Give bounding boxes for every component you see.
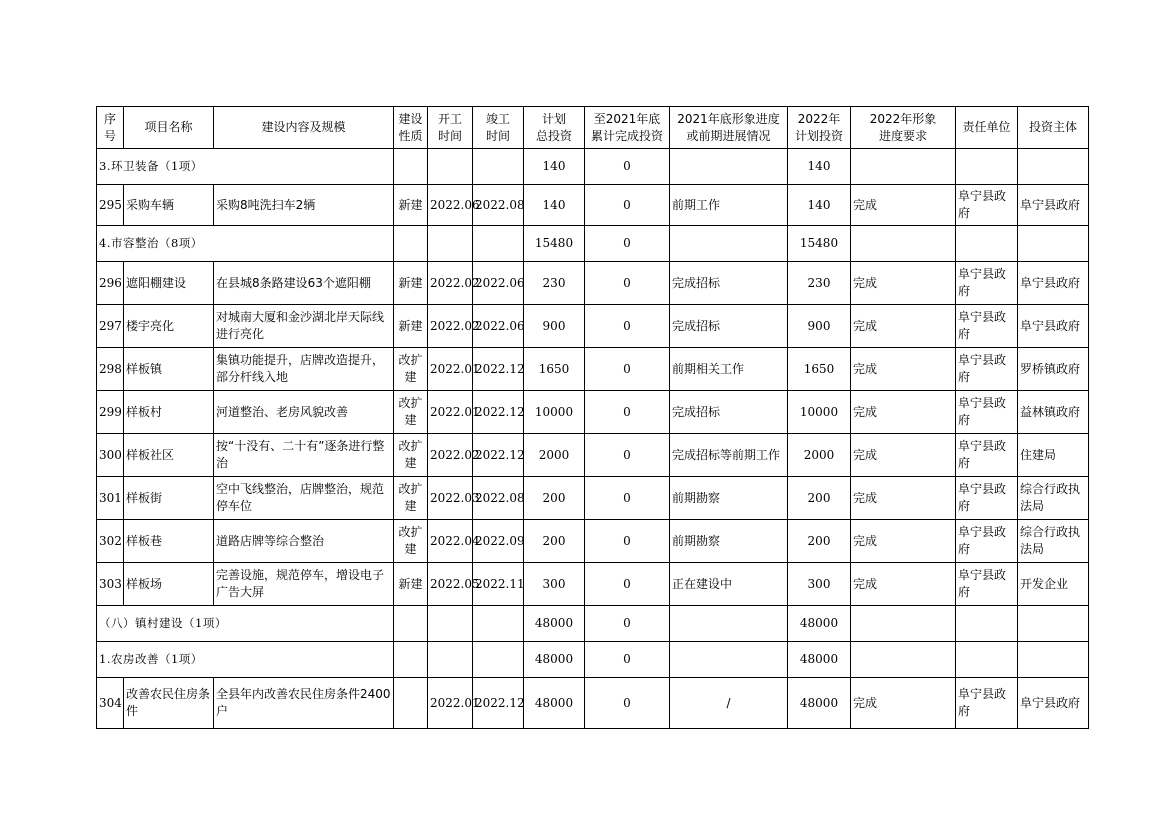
column-header — [97, 107, 124, 149]
start-date-cell: 2022.01 — [428, 348, 473, 391]
column-header-line: 计划 — [541, 111, 566, 126]
responsible-unit-cell: 阜宁县政府 — [956, 477, 1018, 520]
empty-cell — [851, 226, 956, 262]
column-header-line: 序 — [103, 111, 116, 126]
completed-investment-cell: 0 — [585, 305, 670, 348]
row-number-cell: 299 — [97, 391, 124, 434]
column-header-line: 项目名称 — [144, 120, 193, 134]
section-row — [97, 149, 1089, 185]
plan-investment-cell: 1650 — [788, 348, 851, 391]
table-header-row — [97, 107, 1089, 149]
project-name-cell: 样板巷 — [124, 520, 214, 563]
nature-cell: 改扩建 — [394, 434, 428, 477]
plan-investment-cell: 300 — [788, 563, 851, 606]
completed-investment-cell: 0 — [585, 149, 670, 185]
row-number-cell: 301 — [97, 477, 124, 520]
empty-cell — [851, 606, 956, 642]
content-cell: 空中飞线整治，店牌整治，规范停车位 — [214, 477, 394, 520]
plan-investment-cell: 200 — [788, 477, 851, 520]
progress-cell: 前期勘察 — [670, 477, 788, 520]
table-row — [97, 262, 1089, 305]
investor-cell: 综合行政执法局 — [1018, 520, 1089, 563]
start-date-cell: 2022.04 — [428, 520, 473, 563]
nature-cell: 改扩建 — [394, 348, 428, 391]
completed-investment-cell: 0 — [585, 226, 670, 262]
investor-cell: 综合行政执法局 — [1018, 477, 1089, 520]
nature-cell: 改扩建 — [394, 477, 428, 520]
column-header-line: 性质 — [398, 128, 423, 143]
responsible-unit-cell: 阜宁县政府 — [956, 434, 1018, 477]
investor-cell: 罗桥镇政府 — [1018, 348, 1089, 391]
nature-cell: 改扩建 — [394, 391, 428, 434]
table-row — [97, 391, 1089, 434]
content-cell: 集镇功能提升，店牌改造提升，部分杆线入地 — [214, 348, 394, 391]
section-label: 3.环卫装备（1项） — [97, 149, 394, 185]
total-investment-cell: 10000 — [524, 391, 585, 434]
empty-cell — [473, 149, 524, 185]
empty-cell — [428, 642, 473, 678]
content-cell: 按“十没有、二十有”逐条进行整治 — [214, 434, 394, 477]
section-label: 1.农房改善（1项） — [97, 642, 394, 678]
empty-cell — [428, 606, 473, 642]
column-header — [670, 107, 788, 149]
content-cell: 在县城8条路建设63个遮阳棚 — [214, 262, 394, 305]
column-header-line: 或前期进展情况 — [686, 128, 771, 143]
progress-cell: 完成招标等前期工作 — [670, 434, 788, 477]
table-row — [97, 477, 1089, 520]
total-investment-cell: 48000 — [524, 678, 585, 729]
completed-investment-cell: 0 — [585, 434, 670, 477]
plan-investment-cell: 48000 — [788, 678, 851, 729]
row-number-cell: 296 — [97, 262, 124, 305]
start-date-cell: 2022.01 — [428, 391, 473, 434]
table-row — [97, 563, 1089, 606]
end-date-cell: 2022.08 — [473, 185, 524, 226]
empty-cell — [473, 226, 524, 262]
end-date-cell: 2022.12 — [473, 434, 524, 477]
project-name-cell: 遮阳棚建设 — [124, 262, 214, 305]
progress-cell: 完成招标 — [670, 391, 788, 434]
end-date-cell: 2022.12 — [473, 348, 524, 391]
column-header — [788, 107, 851, 149]
empty-cell — [670, 606, 788, 642]
column-header-line: 时间 — [485, 128, 510, 143]
completed-investment-cell: 0 — [585, 185, 670, 226]
empty-cell — [851, 642, 956, 678]
nature-cell: 改扩建 — [394, 520, 428, 563]
column-header-line: 累计完成投资 — [590, 128, 663, 143]
empty-cell — [428, 149, 473, 185]
project-name-cell: 样板场 — [124, 563, 214, 606]
completed-investment-cell: 0 — [585, 262, 670, 305]
project-name-cell: 样板社区 — [124, 434, 214, 477]
table-row — [97, 305, 1089, 348]
column-header-line: 建设内容及规模 — [261, 120, 346, 134]
empty-cell — [394, 642, 428, 678]
project-name-cell: 样板街 — [124, 477, 214, 520]
empty-cell — [670, 149, 788, 185]
end-date-cell: 2022.06 — [473, 305, 524, 348]
requirement-cell: 完成 — [851, 391, 956, 434]
start-date-cell: 2022.06 — [428, 185, 473, 226]
column-header-line: 总投资 — [535, 128, 572, 143]
table-row — [97, 678, 1089, 729]
requirement-cell: 完成 — [851, 348, 956, 391]
empty-cell — [670, 642, 788, 678]
investor-cell: 阜宁县政府 — [1018, 262, 1089, 305]
column-header-line: 2022年 — [797, 111, 841, 126]
requirement-cell: 完成 — [851, 477, 956, 520]
column-header-line: 计划投资 — [794, 128, 843, 143]
column-header-line: 时间 — [437, 128, 462, 143]
plan-investment-cell: 200 — [788, 520, 851, 563]
plan-investment-cell: 48000 — [788, 606, 851, 642]
empty-cell — [956, 149, 1018, 185]
column-header — [214, 107, 394, 149]
table-row — [97, 348, 1089, 391]
empty-cell — [1018, 149, 1089, 185]
row-number-cell: 297 — [97, 305, 124, 348]
investor-cell: 阜宁县政府 — [1018, 305, 1089, 348]
end-date-cell: 2022.08 — [473, 477, 524, 520]
content-cell: 全县年内改善农民住房条件2400户 — [214, 678, 394, 729]
total-investment-cell: 140 — [524, 185, 585, 226]
table-row — [97, 185, 1089, 226]
progress-cell: / — [670, 678, 788, 729]
plan-investment-cell: 900 — [788, 305, 851, 348]
column-header — [524, 107, 585, 149]
completed-investment-cell: 0 — [585, 477, 670, 520]
project-table — [96, 106, 1089, 729]
plan-investment-cell: 140 — [788, 149, 851, 185]
investor-cell: 阜宁县政府 — [1018, 185, 1089, 226]
total-investment-cell: 900 — [524, 305, 585, 348]
responsible-unit-cell: 阜宁县政府 — [956, 348, 1018, 391]
plan-investment-cell: 140 — [788, 185, 851, 226]
progress-cell: 前期相关工作 — [670, 348, 788, 391]
progress-cell: 前期勘察 — [670, 520, 788, 563]
start-date-cell: 2022.05 — [428, 563, 473, 606]
column-header — [428, 107, 473, 149]
total-investment-cell: 200 — [524, 520, 585, 563]
column-header-line: 竣工 — [485, 111, 510, 126]
column-header-line: 至2021年底 — [593, 111, 661, 126]
completed-investment-cell: 0 — [585, 678, 670, 729]
start-date-cell: 2022.02 — [428, 434, 473, 477]
section-row — [97, 606, 1089, 642]
table-row — [97, 434, 1089, 477]
nature-cell: 新建 — [394, 563, 428, 606]
section-label: （八）镇村建设（1项） — [97, 606, 394, 642]
project-name-cell: 楼宇亮化 — [124, 305, 214, 348]
responsible-unit-cell: 阜宁县政府 — [956, 520, 1018, 563]
total-investment-cell: 2000 — [524, 434, 585, 477]
project-name-cell: 改善农民住房条件 — [124, 678, 214, 729]
column-header — [585, 107, 670, 149]
empty-cell — [956, 642, 1018, 678]
total-investment-cell: 15480 — [524, 226, 585, 262]
total-investment-cell: 140 — [524, 149, 585, 185]
row-number-cell: 300 — [97, 434, 124, 477]
responsible-unit-cell: 阜宁县政府 — [956, 563, 1018, 606]
investor-cell: 阜宁县政府 — [1018, 678, 1089, 729]
completed-investment-cell: 0 — [585, 520, 670, 563]
responsible-unit-cell: 阜宁县政府 — [956, 678, 1018, 729]
start-date-cell: 2022.01 — [428, 678, 473, 729]
nature-cell: 新建 — [394, 185, 428, 226]
start-date-cell: 2022.02 — [428, 262, 473, 305]
project-name-cell: 样板村 — [124, 391, 214, 434]
column-header — [473, 107, 524, 149]
plan-investment-cell: 230 — [788, 262, 851, 305]
content-cell: 对城南大厦和金沙湖北岸天际线进行亮化 — [214, 305, 394, 348]
empty-cell — [1018, 226, 1089, 262]
column-header-line: 2021年底形象进度 — [677, 111, 780, 126]
row-number-cell: 303 — [97, 563, 124, 606]
requirement-cell: 完成 — [851, 520, 956, 563]
project-name-cell: 样板镇 — [124, 348, 214, 391]
column-header — [956, 107, 1018, 149]
column-header — [851, 107, 956, 149]
progress-cell: 完成招标 — [670, 262, 788, 305]
plan-investment-cell: 10000 — [788, 391, 851, 434]
empty-cell — [394, 226, 428, 262]
empty-cell — [473, 606, 524, 642]
plan-investment-cell: 2000 — [788, 434, 851, 477]
section-row — [97, 226, 1089, 262]
section-row — [97, 642, 1089, 678]
row-number-cell: 298 — [97, 348, 124, 391]
completed-investment-cell: 0 — [585, 563, 670, 606]
end-date-cell: 2022.12 — [473, 391, 524, 434]
responsible-unit-cell: 阜宁县政府 — [956, 391, 1018, 434]
responsible-unit-cell: 阜宁县政府 — [956, 185, 1018, 226]
requirement-cell: 完成 — [851, 305, 956, 348]
column-header-line: 号 — [103, 128, 116, 143]
row-number-cell: 295 — [97, 185, 124, 226]
empty-cell — [851, 149, 956, 185]
column-header-line: 进度要求 — [878, 128, 927, 143]
row-number-cell: 304 — [97, 678, 124, 729]
completed-investment-cell: 0 — [585, 606, 670, 642]
total-investment-cell: 230 — [524, 262, 585, 305]
end-date-cell: 2022.06 — [473, 262, 524, 305]
plan-investment-cell: 48000 — [788, 642, 851, 678]
content-cell: 完善设施，规范停车，增设电子广告大屏 — [214, 563, 394, 606]
start-date-cell: 2022.03 — [428, 477, 473, 520]
nature-cell: 新建 — [394, 262, 428, 305]
empty-cell — [1018, 642, 1089, 678]
column-header — [124, 107, 214, 149]
completed-investment-cell: 0 — [585, 391, 670, 434]
total-investment-cell: 200 — [524, 477, 585, 520]
start-date-cell: 2022.02 — [428, 305, 473, 348]
nature-cell: 新建 — [394, 305, 428, 348]
total-investment-cell: 48000 — [524, 606, 585, 642]
column-header-line: 开工 — [437, 111, 462, 126]
total-investment-cell: 48000 — [524, 642, 585, 678]
requirement-cell: 完成 — [851, 678, 956, 729]
row-number-cell: 302 — [97, 520, 124, 563]
section-label: 4.市容整治（8项） — [97, 226, 394, 262]
content-cell: 采购8吨洗扫车2辆 — [214, 185, 394, 226]
empty-cell — [670, 226, 788, 262]
completed-investment-cell: 0 — [585, 348, 670, 391]
total-investment-cell: 300 — [524, 563, 585, 606]
empty-cell — [394, 149, 428, 185]
column-header-line: 责任单位 — [962, 120, 1011, 134]
requirement-cell: 完成 — [851, 434, 956, 477]
empty-cell — [956, 606, 1018, 642]
end-date-cell: 2022.09 — [473, 520, 524, 563]
empty-cell — [956, 226, 1018, 262]
investor-cell: 开发企业 — [1018, 563, 1089, 606]
column-header-line: 2022年形象 — [869, 111, 937, 126]
end-date-cell: 2022.11 — [473, 563, 524, 606]
content-cell: 河道整治、老房风貌改善 — [214, 391, 394, 434]
column-header — [1018, 107, 1089, 149]
empty-cell — [428, 226, 473, 262]
total-investment-cell: 1650 — [524, 348, 585, 391]
responsible-unit-cell: 阜宁县政府 — [956, 262, 1018, 305]
column-header — [394, 107, 428, 149]
empty-cell — [1018, 606, 1089, 642]
progress-cell: 前期工作 — [670, 185, 788, 226]
requirement-cell: 完成 — [851, 563, 956, 606]
progress-cell: 完成招标 — [670, 305, 788, 348]
nature-cell — [394, 678, 428, 729]
requirement-cell: 完成 — [851, 262, 956, 305]
completed-investment-cell: 0 — [585, 642, 670, 678]
content-cell: 道路店牌等综合整治 — [214, 520, 394, 563]
responsible-unit-cell: 阜宁县政府 — [956, 305, 1018, 348]
investor-cell: 住建局 — [1018, 434, 1089, 477]
empty-cell — [473, 642, 524, 678]
end-date-cell: 2022.12 — [473, 678, 524, 729]
requirement-cell: 完成 — [851, 185, 956, 226]
empty-cell — [394, 606, 428, 642]
table-row — [97, 520, 1089, 563]
column-header-line: 建设 — [398, 111, 423, 126]
plan-investment-cell: 15480 — [788, 226, 851, 262]
investor-cell: 益林镇政府 — [1018, 391, 1089, 434]
progress-cell: 正在建设中 — [670, 563, 788, 606]
project-name-cell: 采购车辆 — [124, 185, 214, 226]
column-header-line: 投资主体 — [1028, 120, 1077, 134]
